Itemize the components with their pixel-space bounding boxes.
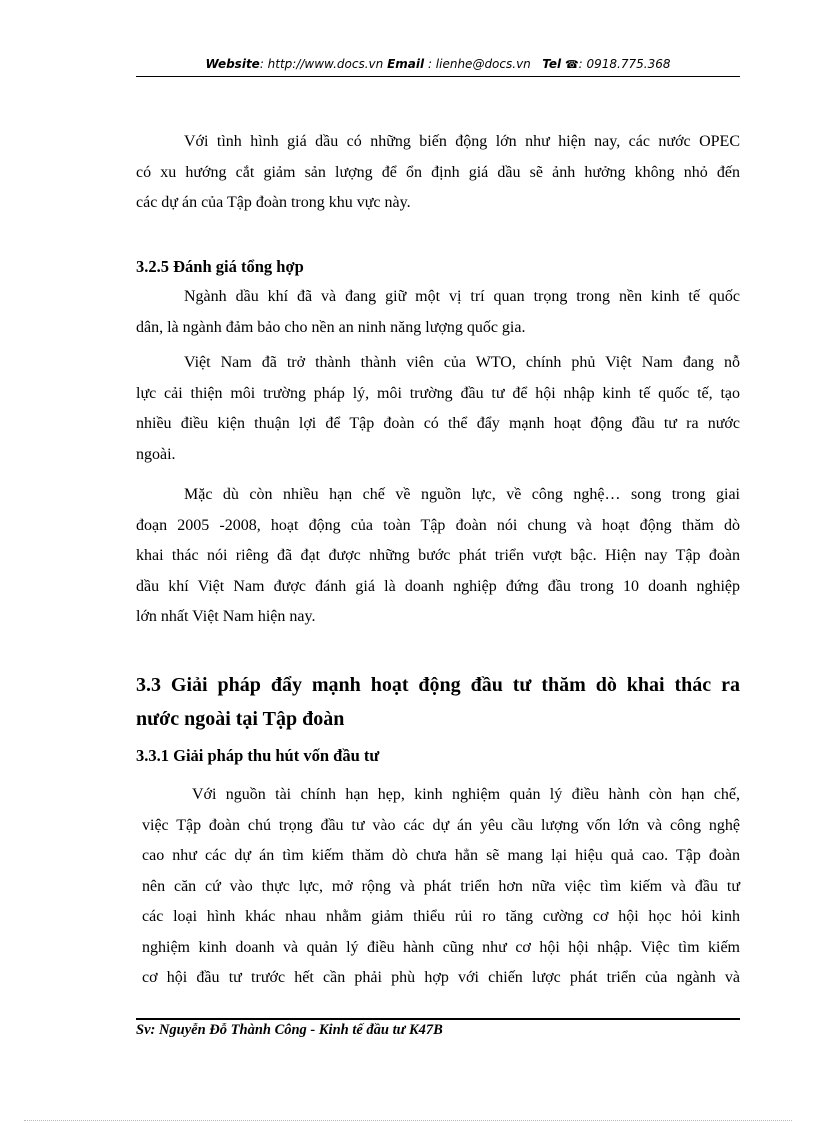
paragraph-line: các dự án của Tập đoàn trong khu vực này. [136,194,411,211]
header-rule [136,76,740,77]
page-footer: Sv: Nguyễn Đỗ Thành Công - Kinh tế đầu tư K47B [136,1022,443,1038]
paragraph-line: các loại hình khác nhau nhằm giảm thiểu rủi ro tăng cường cơ hội học hỏi kinh [142,908,740,925]
section-heading-3-3-1: 3.3.1 Giải pháp thu hút vốn đầu tư [136,746,380,765]
paragraph-line: nghiệm kinh doanh và quản lý điều hành cũng như cơ hội hội nhập. Việc tìm kiếm [142,938,740,956]
paragraph-line: Với nguồn tài chính hạn hẹp, kinh nghiệm quản lý điều hành còn hạn chế, [192,786,740,803]
tel-label: Tel [542,57,562,71]
paragraph-achievements [136,480,740,633]
email-value: : lienhe@docs.vn [424,57,531,71]
paragraph-line: nên căn cứ vào thực lực, mở rộng và phát triển hơn nữa việc tìm kiếm và đầu tư [142,877,740,895]
paragraph-line: khai thác nói riêng đã đạt được những bước phát triển vượt bậc. Hiện nay Tập đoàn [136,547,740,564]
section-heading-3-2-5: 3.2.5 Đánh giá tổng hợp [136,257,304,276]
paragraph-opec [136,127,740,219]
paragraph-wto [136,348,740,470]
paragraph-line: ngoài. [136,445,176,463]
heading-line: nước ngoài tại Tập đoàn [136,708,345,730]
website-value: : http://www.docs.vn [259,57,384,71]
page-header [136,57,740,71]
website-label: Website [205,57,260,71]
tel-value: : 0918.775.368 [578,57,671,71]
paragraph-line: lực cải thiện môi trường pháp lý, môi trường đầu tư để hội nhập kinh tế quốc tế, tạo [136,384,740,402]
paragraph-line: dầu khí Việt Nam được đánh giá là doanh nghiệp đứng đầu trong 10 doanh nghiệp [136,577,740,595]
paragraph-capital [136,780,740,994]
paragraph-line: Với tình hình giá dầu có những biến động lớn như hiện nay, các nước OPEC [184,133,740,150]
paragraph-line: Việt Nam đã trở thành thành viên của WTO, chính phủ Việt Nam đang nỗ [184,354,740,371]
paragraph-line: cao như các dự án tìm kiếm thăm dò chưa hẳn sẽ mang lại hiệu quả cao. Tập đoàn [142,847,740,864]
email-label: Email [387,57,425,71]
paragraph-line: Ngành dầu khí đã và đang giữ một vị trí quan trọng trong nền kinh tế quốc [184,288,740,305]
footer-rule [136,1018,740,1020]
paragraph-line: có xu hướng cắt giảm sản lượng để ổn định giá dầu sẽ ảnh hưởng không nhỏ đến [136,163,740,181]
phone-icon: ☎ [564,58,579,71]
heading-line: 3.3 Giải pháp đẩy mạnh hoạt động đầu tư thăm dò khai thác ra [136,674,740,696]
paragraph-line: lớn nhất Việt Nam hiện nay. [136,608,316,625]
paragraph-line: cơ hội đầu tư trước hết cần phải phù hợp với chiến lược phát triển của ngành và [142,969,740,986]
paragraph-line: việc Tập đoàn chú trọng đầu tư vào các dự án yêu cầu lượng vốn lớn và công nghệ [142,816,740,834]
page-bottom-border [24,1120,792,1121]
paragraph-line: nhiều điều kiện thuận lợi để Tập đoàn có thể đẩy mạnh hoạt động đầu tư ra nước [136,415,740,432]
paragraph-line: Mặc dù còn nhiều hạn chế về nguồn lực, về công nghệ… song trong giai [184,486,740,503]
section-heading-3-3 [136,668,740,736]
paragraph-line: đoạn 2005 -2008, hoạt động của toàn Tập đoàn nói chung và hoạt động thăm dò [136,516,740,534]
paragraph-line: dân, là ngành đảm bảo cho nền an ninh năng lượng quốc gia. [136,318,526,336]
paragraph-industry [136,282,740,343]
